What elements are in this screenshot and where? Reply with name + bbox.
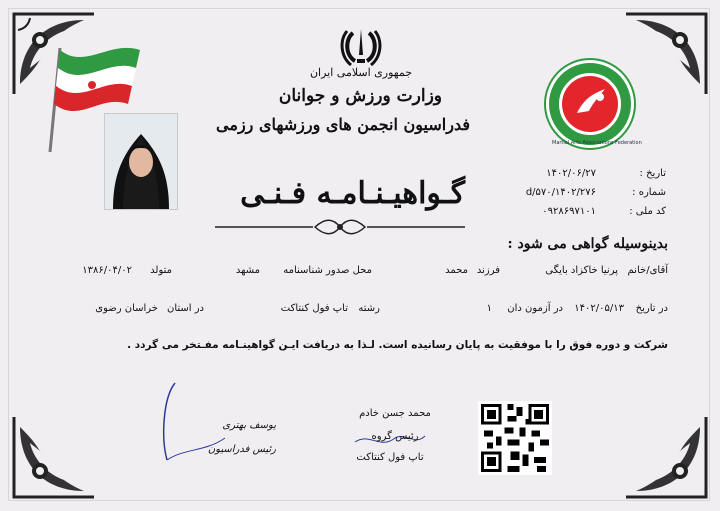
corner-ornament-bottom-right: [622, 413, 710, 501]
number-value: ۱۴۰۲/۲۷۶/d/۵۷۰: [525, 187, 596, 198]
certificate-title: گـواهیـنـامـه فـنـی: [240, 176, 465, 211]
national-code-value: ۰۹۲۸۶۹۷۱۰۱: [542, 206, 596, 217]
middle-signer-title: رئیس گروه: [371, 431, 419, 442]
national-code-label: کد ملی :: [629, 206, 666, 217]
exam-label: در آزمون دان: [507, 303, 563, 314]
exam-date-value: ۱۴۰۲/۰۵/۱۳: [574, 303, 624, 314]
middle-signer-group: تاپ فول کنتاکت: [356, 452, 424, 463]
name-label: آقای/خانم: [627, 265, 668, 276]
left-signer-name: یوسف بهتری: [222, 420, 276, 431]
intro-text: بدینوسیله گواهی می شود :: [507, 236, 668, 252]
exam-value: ۱: [486, 303, 492, 314]
father-label: فرزند: [476, 265, 500, 276]
exam-date-label: در تاریخ: [635, 303, 668, 314]
corner-ornament-bottom-left: [10, 413, 98, 501]
born-value: ۱۳۸۶/۰۴/۰۲: [82, 265, 132, 276]
born-label: متولد: [150, 265, 172, 276]
holder-photo: [104, 113, 178, 210]
date-value: ۱۴۰۲/۰۶/۲۷: [546, 168, 596, 179]
federation-text: فدراسیون انجمن های ورزشهای رزمی: [216, 115, 470, 134]
father-value: محمد: [445, 265, 468, 276]
ministry-text: وزارت ورزش و جوانان: [278, 86, 442, 106]
divider-ornament: [215, 218, 465, 236]
province-label: در استان: [166, 303, 204, 314]
federation-logo-text: Martial Arts Associations Federation: [552, 140, 642, 146]
date-label: تاریخ :: [639, 168, 666, 179]
issue-label: محل صدور شناسنامه: [283, 265, 372, 276]
field-value: تاپ فول کنتاکت: [280, 303, 348, 314]
completion-text: شرکت و دوره فوق را با موفقیت به پایان رسانیده است. لـذا به دریافت ایـن گواهینـامه مفـتخر می گردد .: [127, 339, 668, 351]
middle-signer-name: محمد جسن خادم: [359, 408, 431, 419]
qr-code-icon: [478, 401, 552, 475]
number-label: شماره :: [632, 187, 666, 198]
federation-logo-icon: [543, 57, 642, 151]
republic-text: جمهوری اسلامی ایران: [309, 66, 413, 79]
issue-value: مشهد: [235, 265, 260, 276]
name-value: پرنیا خاکزاد بایگی: [545, 265, 618, 276]
iran-emblem-icon: [339, 27, 383, 67]
left-signer-title: رئیس فدراسیون: [207, 444, 276, 455]
province-value: خراسان رضوی: [95, 303, 158, 314]
field-label: رشته: [358, 303, 380, 314]
